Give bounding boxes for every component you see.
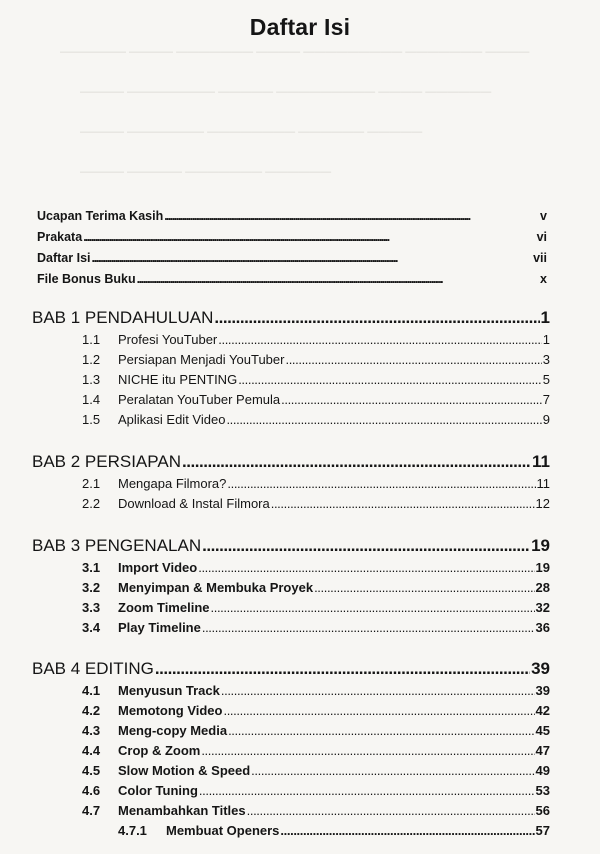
- toc-section-label: Slow Motion & Speed: [118, 763, 251, 778]
- toc-chapter-page: 19: [531, 536, 550, 555]
- toc-chapter[interactable]: [32, 306, 550, 328]
- toc-entry-page: vii: [533, 251, 547, 265]
- toc-section[interactable]: [82, 781, 550, 798]
- toc-section-page: 53: [535, 783, 550, 798]
- toc-entry-page: vi: [536, 230, 547, 244]
- toc-entry-front[interactable]: [37, 228, 547, 244]
- toc-chapter-label: BAB 2 PERSIAPAN: [32, 452, 181, 471]
- toc-section[interactable]: [82, 801, 550, 818]
- toc-section-label: Meng-copy Media: [118, 723, 228, 738]
- dot-leader: [271, 496, 535, 511]
- toc-section[interactable]: [82, 390, 550, 407]
- dot-leader: [285, 352, 541, 367]
- dot-leader: [211, 600, 535, 615]
- toc-section-page: 28: [535, 580, 550, 595]
- dot-leader: [228, 723, 534, 738]
- toc-entry-label: Ucapan Terima Kasih: [37, 209, 164, 223]
- toc-section-number: 3.2: [82, 580, 101, 595]
- toc-chapter-page: 11: [532, 452, 550, 471]
- toc-subsection[interactable]: [118, 821, 550, 838]
- toc-section-page: 7: [542, 392, 550, 407]
- dot-leader: [226, 412, 541, 427]
- toc-section-number: 1.5: [82, 412, 101, 427]
- toc-chapter-label: BAB 1 PENDAHULUAN: [32, 308, 214, 327]
- toc-section[interactable]: [82, 350, 550, 367]
- toc-section[interactable]: [82, 681, 550, 698]
- toc-section[interactable]: [82, 370, 550, 387]
- toc-section[interactable]: [82, 721, 550, 738]
- toc-entry-page: x: [540, 272, 547, 286]
- dot-leader: [202, 536, 530, 556]
- toc-section-label: Memotong Video: [118, 703, 223, 718]
- toc-section-number: 4.4: [82, 743, 101, 758]
- dot-leader: [247, 803, 535, 818]
- toc-section-page: 11: [536, 476, 550, 491]
- toc-section-number: 4.2: [82, 703, 101, 718]
- toc-section-page: 5: [542, 372, 550, 387]
- dot-leader: [227, 476, 535, 491]
- toc-section[interactable]: [82, 410, 550, 427]
- toc-subsection-label: Membuat Openers: [166, 823, 280, 838]
- toc-chapter-label: BAB 4 EDITING: [32, 659, 154, 678]
- toc-chapter[interactable]: [32, 450, 550, 472]
- toc-section-number: 2.2: [82, 496, 101, 511]
- dot-leader: [83, 230, 535, 244]
- dot-leader: [218, 332, 542, 347]
- dot-leader: [281, 392, 542, 407]
- toc-section-page: 39: [535, 683, 550, 698]
- dot-leader: [137, 272, 539, 286]
- dot-leader: [201, 743, 534, 758]
- dot-leader: [202, 620, 535, 635]
- dot-leader: [155, 659, 530, 679]
- toc-section-page: 49: [535, 763, 550, 778]
- toc-section-label: Color Tuning: [118, 783, 198, 798]
- toc-section-page: 42: [535, 703, 550, 718]
- dot-leader: [314, 580, 534, 595]
- toc-section[interactable]: [82, 474, 550, 491]
- page-title: Daftar Isi: [249, 14, 351, 40]
- show-through: ———— ————— ——————— ——————: [80, 166, 332, 178]
- dot-leader: [199, 783, 535, 798]
- toc-section-number: 1.4: [82, 392, 101, 407]
- toc-section-number: 3.1: [82, 560, 101, 575]
- toc-section-number: 1.3: [82, 372, 101, 387]
- toc-section-page: 45: [535, 723, 550, 738]
- toc-section-number: 1.2: [82, 352, 101, 367]
- toc-section-page: 32: [535, 600, 550, 615]
- toc-section-page: 19: [535, 560, 550, 575]
- toc-section-label: Play Timeline: [118, 620, 201, 635]
- dot-leader: [214, 308, 539, 328]
- toc-section-page: 56: [535, 803, 550, 818]
- toc-section[interactable]: [82, 701, 550, 718]
- toc-section-number: 3.3: [82, 600, 101, 615]
- toc-section-label: Menambahkan Titles: [118, 803, 246, 818]
- toc-section[interactable]: [82, 558, 550, 575]
- toc-section-label: Persiapan Menjadi YouTuber: [118, 352, 285, 367]
- dot-leader: [280, 823, 534, 838]
- toc-chapter-page: 39: [531, 659, 550, 678]
- show-through: ———— ——————— ———————— —————— —————: [80, 126, 423, 138]
- toc-entry-label: Daftar Isi: [37, 251, 91, 265]
- toc-section-label: Profesi YouTuber: [118, 332, 218, 347]
- toc-section-number: 4.5: [82, 763, 101, 778]
- toc-section-page: 1: [542, 332, 550, 347]
- toc-section-page: 12: [535, 496, 550, 511]
- toc-entry-front[interactable]: [37, 249, 547, 265]
- toc-chapter-label: BAB 3 PENGENALAN: [32, 536, 202, 555]
- dot-leader: [164, 209, 539, 223]
- toc-section-label: Zoom Timeline: [118, 600, 210, 615]
- toc-section-number: 4.1: [82, 683, 101, 698]
- toc-section[interactable]: [82, 598, 550, 615]
- toc-section[interactable]: [82, 494, 550, 511]
- show-through: ———— ———————— ————— ————————— ———— ——————: [80, 86, 492, 98]
- toc-entry-front[interactable]: [37, 207, 547, 223]
- toc-entry-label: File Bonus Buku: [37, 272, 136, 286]
- dot-leader: [198, 560, 534, 575]
- toc-section[interactable]: [82, 578, 550, 595]
- dot-leader: [92, 251, 533, 265]
- toc-entry-label: Prakata: [37, 230, 83, 244]
- toc-section-number: 4.6: [82, 783, 101, 798]
- dot-leader: [251, 763, 534, 778]
- toc-section-page: 36: [535, 620, 550, 635]
- toc-entry-page: v: [540, 209, 547, 223]
- dot-leader: [221, 683, 535, 698]
- toc-chapter[interactable]: [32, 657, 550, 679]
- toc-section-page: 3: [542, 352, 550, 367]
- toc-section-label: Menyimpan & Membuka Proyek: [118, 580, 314, 595]
- toc-subsection-number: 4.7.1: [118, 823, 147, 838]
- toc-section[interactable]: [82, 618, 550, 635]
- toc-section[interactable]: [82, 761, 550, 778]
- toc-section[interactable]: [82, 330, 550, 347]
- toc-section-number: 2.1: [82, 476, 101, 491]
- toc-section-label: Aplikasi Edit Video: [118, 412, 226, 427]
- toc-section[interactable]: [82, 741, 550, 758]
- toc-section-label: Mengapa Filmora?: [118, 476, 227, 491]
- toc-chapter[interactable]: [32, 534, 550, 556]
- toc-subsection-page: 57: [535, 823, 550, 838]
- toc-section-label: Menyusun Track: [118, 683, 220, 698]
- toc-chapter-page: 1: [540, 308, 550, 327]
- toc-section-number: 3.4: [82, 620, 101, 635]
- dot-leader: [182, 452, 531, 472]
- toc-section-page: 47: [535, 743, 550, 758]
- toc-section-label: Crop & Zoom: [118, 743, 201, 758]
- toc-section-label: Import Video: [118, 560, 198, 575]
- toc-section-number: 4.7: [82, 803, 101, 818]
- toc-section-number: 4.3: [82, 723, 101, 738]
- toc-section-page: 9: [542, 412, 550, 427]
- toc-entry-front[interactable]: [37, 270, 547, 286]
- toc-section-label: Download & Instal Filmora: [118, 496, 270, 511]
- dot-leader: [223, 703, 534, 718]
- toc-section-label: NICHE itu PENTING: [118, 372, 238, 387]
- show-through: —————— ———— ——————— ———— ————————— ——————— ————: [60, 46, 530, 58]
- toc-section-label: Peralatan YouTuber Pemula: [118, 392, 281, 407]
- toc-section-number: 1.1: [82, 332, 101, 347]
- dot-leader: [238, 372, 542, 387]
